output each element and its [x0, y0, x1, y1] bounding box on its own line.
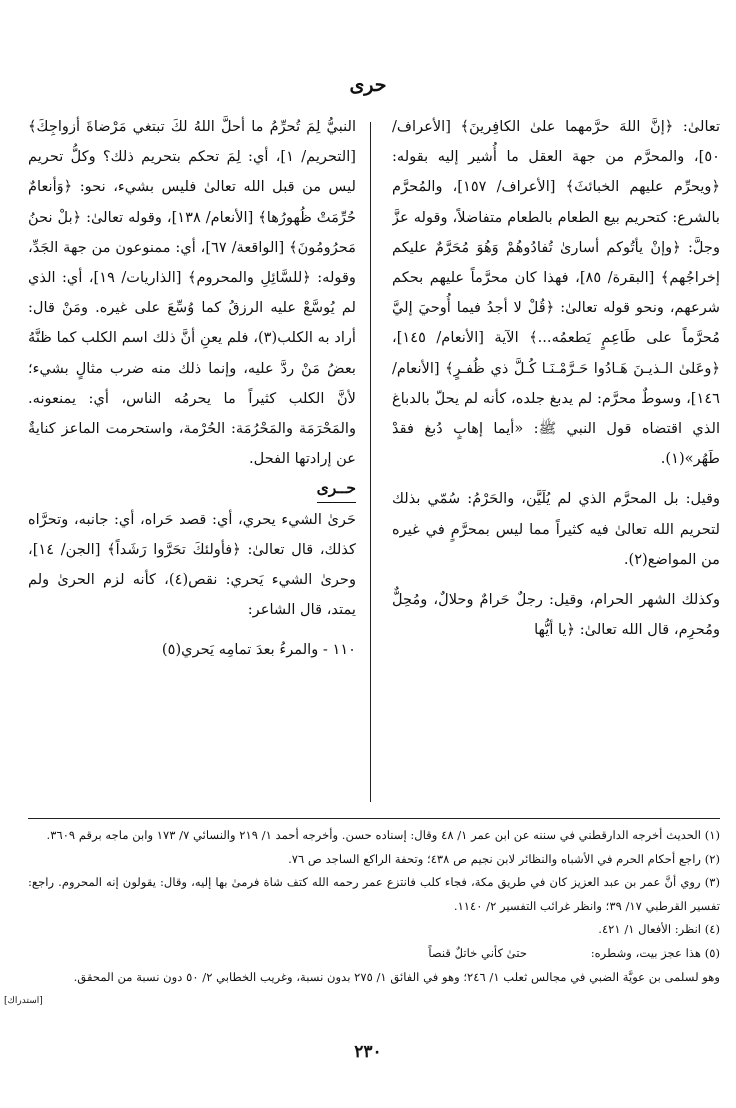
footnote-1: (١) الحديث أخرجه الدارقطني في سننه عن ابن عمر ١/ ٤٨ وقال: إسناده حسن. وأخرجه أحمد ١/ ٢١٩ والنسائي ٧/ ١٧٣ وابن ماجه برقم ٣٦٠٩. [46, 828, 720, 842]
running-head: حرى [349, 74, 387, 96]
poetry-verse: ١١٠ - والمرءُ بعدَ تمامِه يَحري(٥) [161, 641, 356, 659]
footnote-separator [28, 818, 720, 819]
footnote-5-lead: (٥) هذا عجز بيت، وشطره: [590, 945, 720, 960]
left-column-paragraph-2: حَرىٰ الشيء يحري، أي: قصد حَراه، أي: جانبه، وتحرَّاه كذلك، قال تعالىٰ: ﴿فأولئكَ تحَرَّوا رَشَداً﴾ [الجن/ ١٤]، وحرىٰ الشيء يَحري: نقص(٤)، كأنه لزم الحرىٰ ولم يمتد، قال الشاعر: [28, 510, 356, 619]
footnote-3: (٣) روي أنَّ عمر بن عبد العزيز كان في طريق مكة، فجاء كلب فانتزع عمر رحمه الله كتف شاة فرمىٰ بها إليه، وقال: يقولون إنه المحروم. راجع: تفسير القرطبي ١٧/ ٣٩؛ وانظر غرائب التفسير ٢/ ١١٤٠. [28, 875, 720, 913]
right-column-paragraph-3: وكذلك الشهر الحرام، وقيل: رجلٌ حَرامٌ وحلالٌ، ومُحِلٌّ ومُحرِم، قال الله تعالىٰ: ﴿يا أيُّها [392, 591, 720, 639]
two-column-body [28, 112, 720, 812]
column-divider [370, 122, 371, 802]
left-column [28, 112, 356, 812]
page-number: ٢٣٠ [354, 1042, 382, 1062]
right-column [392, 112, 720, 812]
footnote-4: (٤) انظر: الأفعال ١/ ٤٢١. [598, 922, 720, 937]
entry-heading: حــرى [317, 474, 356, 503]
margin-note: [استدراك] [4, 996, 43, 1006]
footnote-5-note: وهو لسلمى بن عويَّة الضبي في مجالس ثعلب ١/ ٢٤٦؛ وهو في الفائق ١/ ٢٧٥ بدون نسبة، وغريب الخطابي ٢/ ٥٠ دون نسبة من المحقق. [73, 969, 720, 984]
left-column-paragraph-1: النبيُّ لِمَ تُحرِّمُ ما أحلَّ اللهُ لكَ تبتغي مَرْضاةَ أزواجِكَ﴾ [التحريم/ ١]، أي: لِمَ تحكم بتحريم ذلك؟ وكلُّ تحريم ليس من قبل الله تعالىٰ فليس بشيء، نحو: ﴿وَأنعامٌ حُرِّمَتْ ظُهورُها﴾ [الأنعام/ ١٣٨]، وقوله تعالىٰ: ﴿بلْ نحنُ مَحرُومُونَ﴾ [الواقعة/ ٦٧]، أي: ممنوعون من جهة الجَدِّ، وقوله: ﴿للسَّائِلِ والمحروم﴾ [الذاريات/ ١٩]، أي: الذي لم يُوسَّعْ عليه الرزقُ كما وُسِّعَ على غيره. ومَنْ قال: أراد به الكلب(٣)، فلم يعنِ أنَّ ذلك اسم الكلب كما ظنَّهُ بعضُ مَنْ ردَّ عليه، وإنما ذلك منه ضرب مثالٍ بشيء؛ لأنَّ الكلب كثيراً ما يحرمُه الناس، أي: يمنعونه. والمَحْرَمَة والمَحْرُمَة: الحُرْمة، واستحرمت الماعز كنايةٌ عن إرادتها الفحل. [28, 118, 356, 468]
right-column-paragraph-2: وقيل: بل المحرَّم الذي لم يُلَيَّن، والحَرْمُ: سُمّي بذلك لتحريم الله تعالىٰ فيه كثيراً مما ليس بمحرَّمٍ في غيره من المواضع(٢). [392, 490, 720, 568]
footnotes [28, 824, 720, 989]
footnote-5-verse: حتىٰ كأني خاتلٌ قنصاً [428, 945, 527, 960]
right-column-paragraph-1: تعالىٰ: ﴿إنَّ اللهَ حرَّمهما علىٰ الكافِرينَ﴾ [الأعراف/ ٥٠]، والمحرَّم من جهة العقل ما أُشير إليه بقوله: ﴿ويحرِّم عليهم الخبائثَ﴾ [الأعراف/ ١٥٧]، والمُحرَّم بالشرع: كتحريم بيع الطعام بالطعام متفاضلاً، وقوله عزَّ وجلَّ: ﴿وإنْ يأتُوكم أسارىٰ تُفادُوهُمْ وَهُوَ مُحَرَّمٌ عليكم إخراجُهم﴾ [البقرة/ ٨٥]، فهذا كان محرَّماً عليهم بحكم شرعهم، ونحو قوله تعالىٰ: ﴿قُلْ لا أجدُ فيما أُوحيَ إليَّ مُحرَّماً على طَاعِمٍ يَطعمُه...﴾ الآية [الأنعام/ ١٤٥]، ﴿وعَلىٰ الـذيـنَ هَـادُوا حَـرَّمْـنَـا كُـلَّ ذي ظُفـرٍ﴾ [الأنعام/ ١٤٦]، وسوطٌ محرَّم: لم يدبغ جلده، كأنه لم يحلّ بالدباغ الذي اقتضاه قول النبي ﷺ: «أيما إهابٍ دُبغ فقدْ طَهُر»(١). [392, 118, 720, 468]
footnote-2: (٢) راجع أحكام الحرم في الأشباه والنظائر لابن نجيم ص ٤٣٨؛ وتحفة الراكع الساجد ص ٧٦. [288, 851, 720, 866]
footnote-5 [28, 942, 720, 966]
